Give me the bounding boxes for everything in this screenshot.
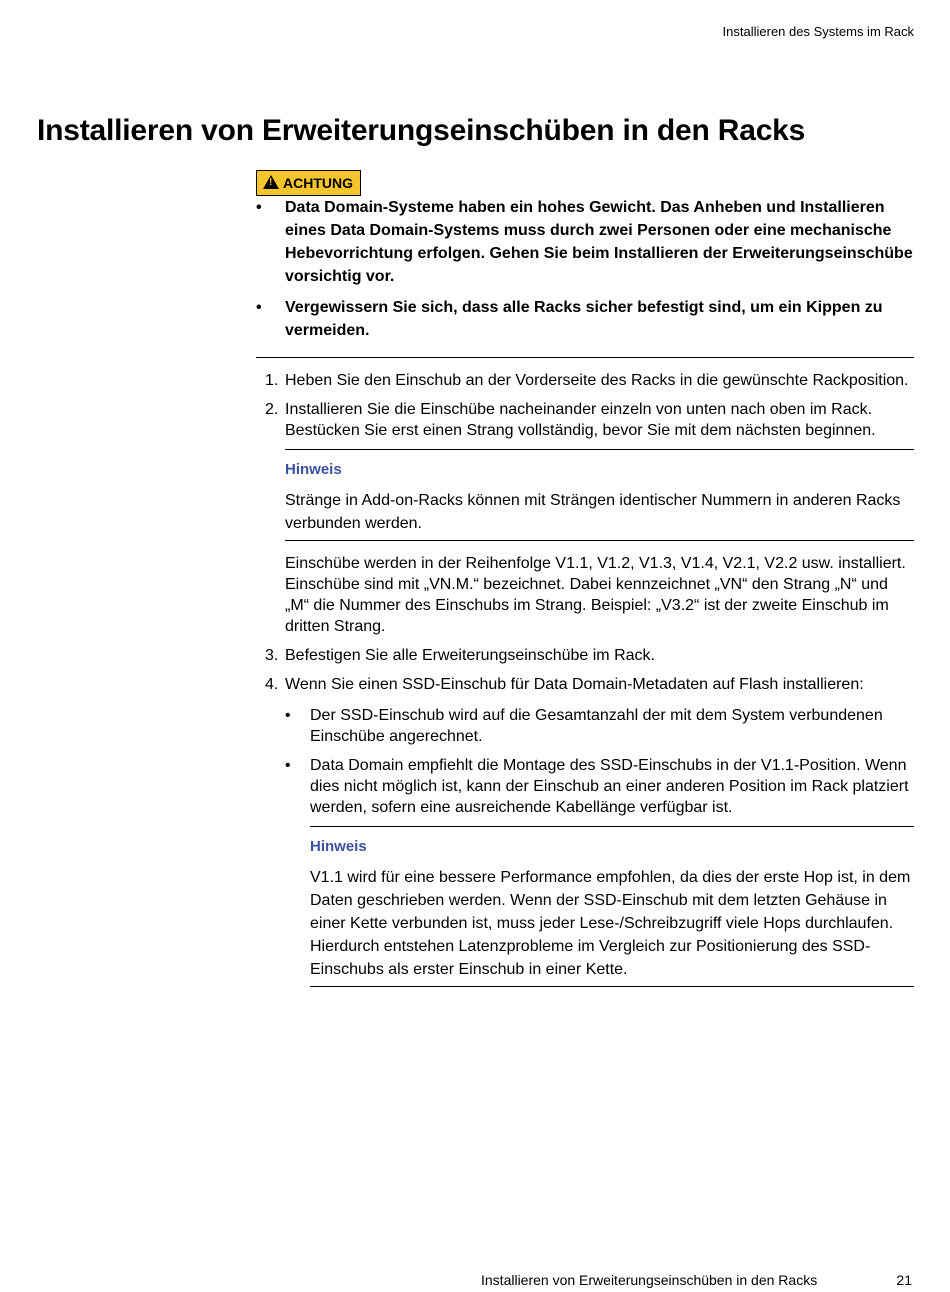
caution-item-text: Data Domain-Systeme haben ein hohes Gewicht. Das Anheben und Installieren eines Data Domain-Systems muss durch zwei Personen oder eine mechanische Hebevorrichtung erfolgen. Gehen Sie beim Installieren der Erweiterungseinschübe vorsichtig vor.: [285, 199, 913, 285]
caution-label: ACHTUNG: [283, 175, 353, 191]
caution-divider: [256, 357, 914, 358]
page-title: Installieren von Erweiterungseinschüben in den Racks: [37, 114, 806, 147]
main-content: [256, 170, 914, 995]
step-text: Installieren Sie die Einschübe nacheinander einzeln von unten nach oben im Rack. Bestücken Sie erst einen Strang vollständig, bevor Sie mit dem nächsten beginnen.: [285, 401, 876, 439]
step-text: Befestigen Sie alle Erweiterungseinschübe im Rack.: [285, 647, 655, 664]
note-bottom-divider: [310, 986, 914, 987]
step-number: 2.: [265, 401, 279, 418]
bullet-icon: •: [285, 757, 291, 774]
step-detail-text: Einschübe werden in der Reihenfolge V1.1, V1.2, V1.3, V1.4, V2.1, V2.2 usw. installiert. Einschübe sind mit „VN.M.“ bezeichnet. Dabei kennzeichnet „VN“ den Strang „N“ und „M“ die Nummer des Einschubs im Strang. Beispiel: „V3.2“ ist der zweite Einschub im dritten Strang.: [285, 555, 906, 635]
list-item-text: Der SSD-Einschub wird auf die Gesamtanzahl der mit dem System verbundenen Einschübe angerechnet.: [310, 707, 883, 745]
note-top-divider: [285, 449, 914, 450]
step-number: 3.: [265, 647, 279, 664]
note-box: [285, 449, 914, 541]
step-4: [256, 674, 914, 987]
list-item: [285, 705, 914, 747]
caution-badge: [256, 170, 361, 196]
step-3: [256, 645, 914, 666]
page-number: 21: [896, 1272, 912, 1288]
step-number: 1.: [265, 372, 279, 389]
caution-item-text: Vergewissern Sie sich, dass alle Racks sicher befestigt sind, um ein Kippen zu vermeiden.: [285, 299, 883, 339]
step-number: 4.: [265, 676, 279, 693]
note-label: Hinweis: [285, 461, 342, 478]
note-top-divider: [310, 826, 914, 827]
note-box: [310, 826, 914, 987]
bullet-icon: •: [285, 707, 291, 724]
caution-item: [256, 296, 914, 342]
bullet-icon: •: [256, 199, 262, 216]
step-1: [256, 370, 914, 391]
step-2: [256, 399, 914, 637]
step-text: Heben Sie den Einschub an der Vorderseite des Racks in die gewünschte Rackposition.: [285, 372, 909, 389]
caution-item: [256, 196, 914, 288]
note-text: V1.1 wird für eine bessere Performance empfohlen, da dies der erste Hop ist, in dem Daten geschrieben werden. Wenn der SSD-Einschub mit dem letzten Gehäuse in einer Kette verbunden ist, muss jeder Lese-/Schreibzugriff viele Hops durchlaufen. Hierdurch entstehen Latenzprobleme im Vergleich zur Positionierung des SSD-Einschubs als erster Einschub in einer Kette.: [310, 869, 911, 978]
note-label: Hinweis: [310, 838, 367, 855]
warning-triangle-icon: [263, 175, 279, 189]
note-bottom-divider: [285, 540, 914, 541]
procedure-steps: [256, 370, 914, 987]
running-header: Installieren des Systems im Rack: [722, 24, 914, 39]
running-footer: Installieren von Erweiterungseinschüben in den Racks: [481, 1272, 818, 1288]
list-item-text: Data Domain empfiehlt die Montage des SSD-Einschubs in der V1.1-Position. Wenn dies nicht möglich ist, kann der Einschub an einer anderen Position im Rack platziert werden, sofern eine ausreichende Kabellänge verfügbar ist.: [310, 757, 909, 816]
step-bullet-list: [285, 705, 914, 987]
list-item: [285, 755, 914, 987]
caution-list: [256, 196, 914, 342]
step-text: Wenn Sie einen SSD-Einschub für Data Domain-Metadaten auf Flash installieren:: [285, 676, 864, 693]
bullet-icon: •: [256, 299, 262, 316]
note-text: Stränge in Add-on-Racks können mit Strängen identischer Nummern in anderen Racks verbunden werden.: [285, 492, 901, 532]
